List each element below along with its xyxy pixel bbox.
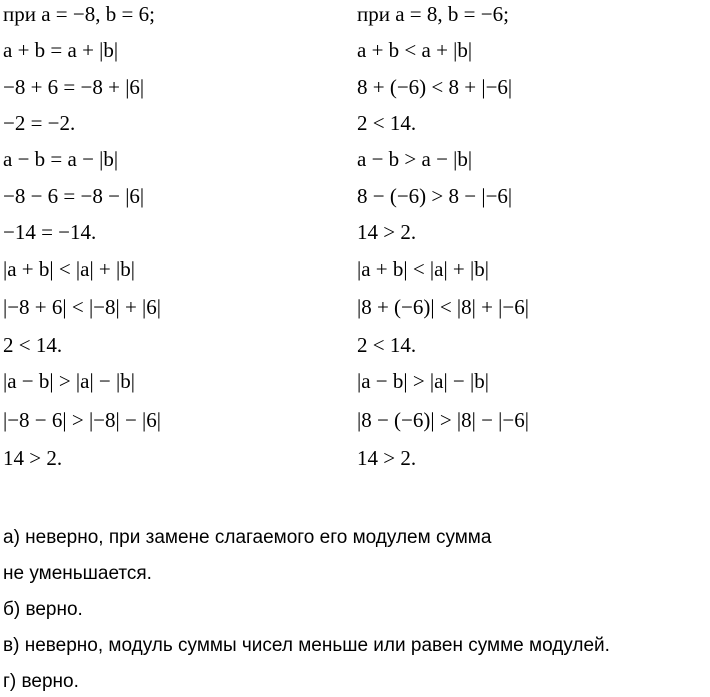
right-line-4: 2 < 14. <box>357 111 417 135</box>
right-line-3: 8 + (−6) < 8 + |−6| <box>357 75 513 99</box>
left-line-1: при a = −8, b = 6; <box>3 2 155 26</box>
right-line-12: |8 − (−6)| > |8| − |−6| <box>357 408 529 432</box>
note-a-line-1: а) неверно, при замене слагаемого его модулем сумма <box>3 527 492 548</box>
note-b: б) верно. <box>3 599 83 620</box>
right-line-8: |a + b| < |a| + |b| <box>357 257 489 281</box>
right-line-11: |a − b| > |a| − |b| <box>357 369 489 393</box>
note-a-line-2: не уменьшается. <box>3 563 152 584</box>
left-line-13: 14 > 2. <box>3 446 63 470</box>
right-line-10: 2 < 14. <box>357 333 417 357</box>
right-line-13: 14 > 2. <box>357 446 417 470</box>
left-line-9: |−8 + 6| < |−8| + |6| <box>3 295 161 319</box>
right-line-6: 8 − (−6) > 8 − |−6| <box>357 184 513 208</box>
left-line-3: −8 + 6 = −8 + |6| <box>3 75 145 99</box>
right-line-9: |8 + (−6)| < |8| + |−6| <box>357 295 529 319</box>
left-line-6: −8 − 6 = −8 − |6| <box>3 184 145 208</box>
left-line-8: |a + b| < |a| + |b| <box>3 257 135 281</box>
right-line-7: 14 > 2. <box>357 220 417 244</box>
left-line-5: a − b = a − |b| <box>3 147 119 171</box>
note-v: в) неверно, модуль суммы чисел меньше или равен сумме модулей. <box>3 635 610 656</box>
right-line-1: при a = 8, b = −6; <box>357 2 509 26</box>
left-line-10: 2 < 14. <box>3 333 63 357</box>
left-line-11: |a − b| > |a| − |b| <box>3 369 135 393</box>
note-g: г) верно. <box>3 671 79 692</box>
left-line-7: −14 = −14. <box>3 220 97 244</box>
left-line-4: −2 = −2. <box>3 111 76 135</box>
right-line-5: a − b > a − |b| <box>357 147 473 171</box>
left-line-12: |−8 − 6| > |−8| − |6| <box>3 408 161 432</box>
right-line-2: a + b < a + |b| <box>357 38 473 62</box>
left-line-2: a + b = a + |b| <box>3 38 119 62</box>
